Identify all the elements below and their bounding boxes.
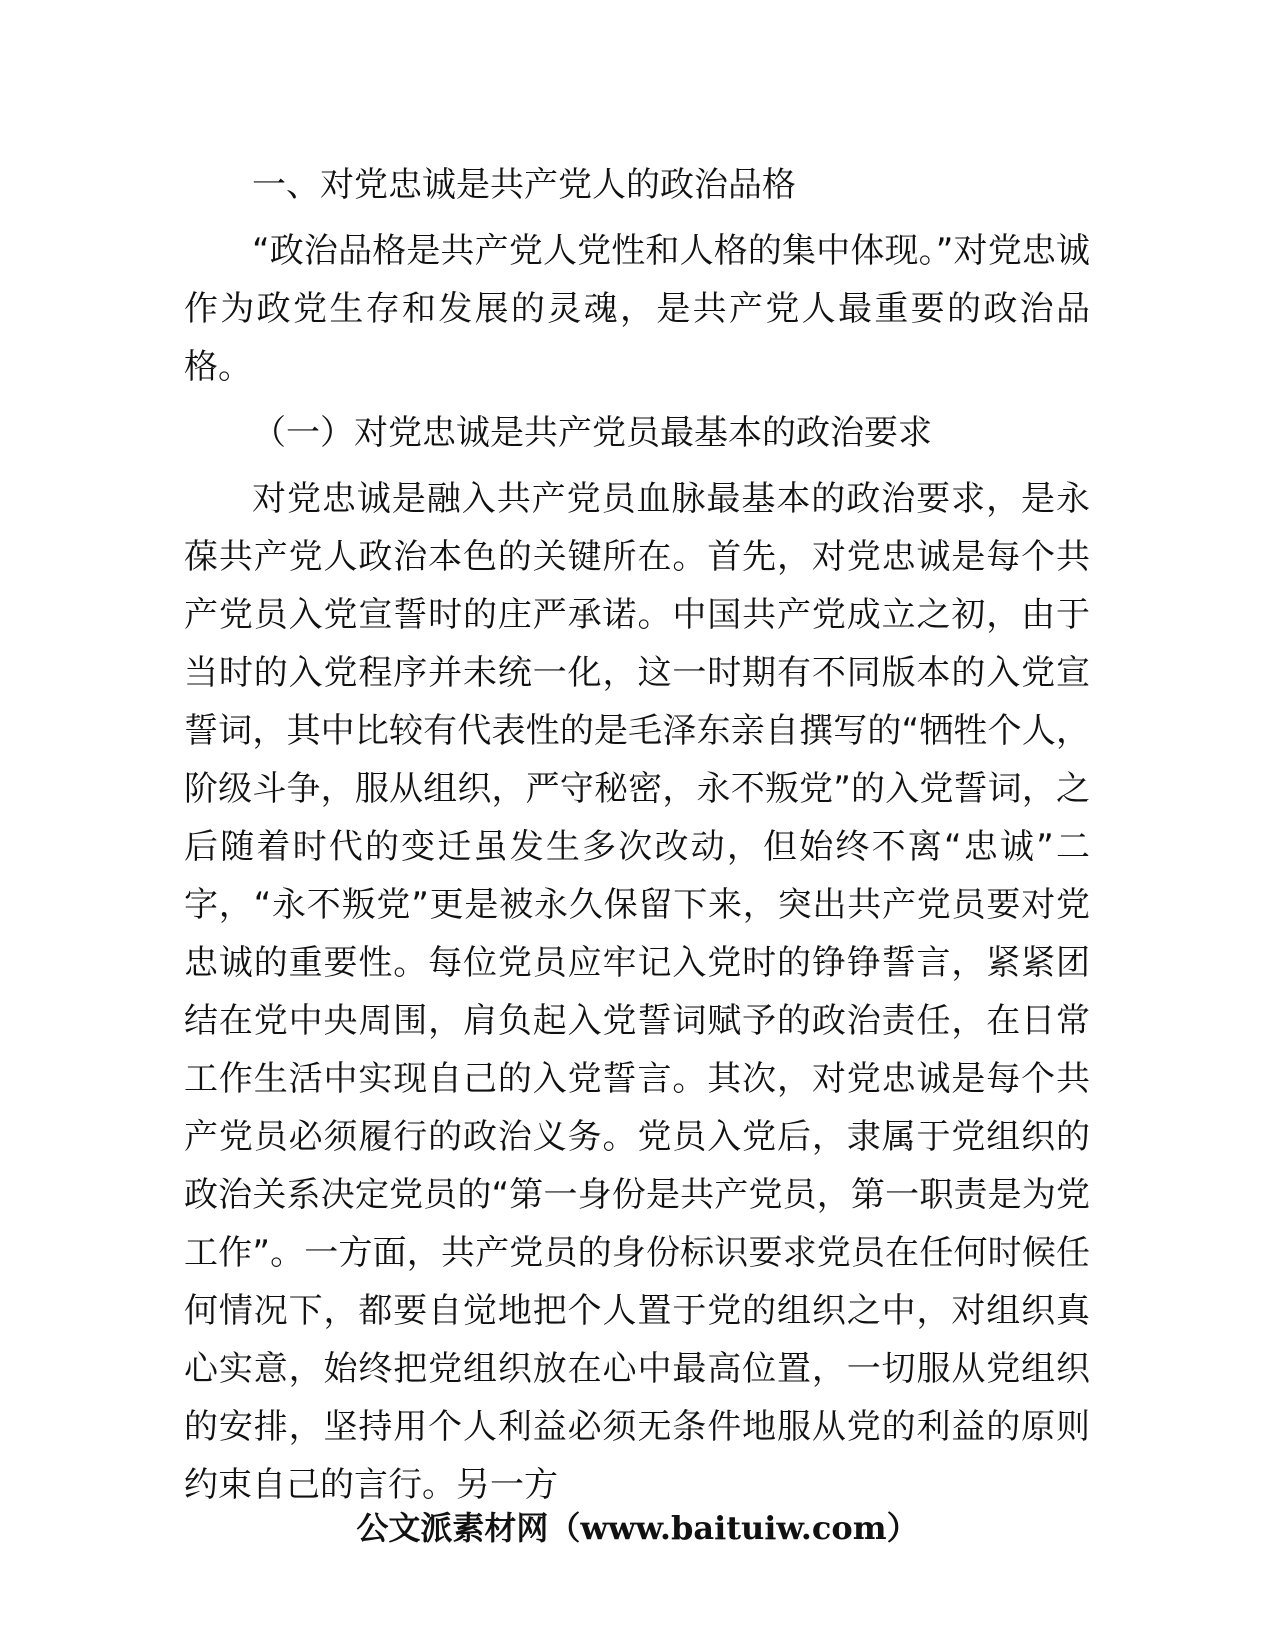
footer-watermark: 公文派素材网（www.baituiw.com） — [356, 1509, 919, 1547]
paragraph-1: “政治品格是共产党人党性和人格的集中体现。”对党忠诚作为政党生存和发展的灵魂，是共产党人最重要的政治品格。 — [184, 231, 1090, 387]
section-heading-2: （一）对党忠诚是共产党员最基本的政治要求 — [252, 413, 932, 453]
document-body — [184, 156, 1090, 1522]
paragraph-2: 对党忠诚是融入共产党员血脉最基本的政治要求，是永葆共产党人政治本色的关键所在。首先，对党忠诚是每个共产党员入党宣誓时的庄严承诺。中国共产党成立之初，由于当时的入党程序并未统一化，这一时期有不同版本的入党宣誓词，其中比较有代表性的是毛泽东亲自撰写的“牺牲个人，阶级斗争，服从组织，严守秘密，永不叛党”的入党誓词，之后随着时代的变迁虽发生多次改动，但始终不离“忠诚”二字，“永不叛党”更是被永久保留下来，突出共产党员要对党忠诚的重要性。每位党员应牢记入党时的铮铮誓言，紧紧团结在党中央周围，肩负起入党誓词赋予的政治责任，在日常工作生活中实现自己的入党誓言。其次，对党忠诚是每个共产党员必须履行的政治义务。党员入党后，隶属于党组织的政治关系决定党员的“第一身份是共产党员，第一职责是为党工作”。一方面，共产党员的身份标识要求党员在任何时候任何情况下，都要自觉地把个人置于党的组织之中，对组织真心实意，始终把党组织放在心中最高位置，一切服从党组织的安排，坚持用个人利益必须无条件地服从党的利益的原则约束自己的言行。另一方 — [184, 479, 1090, 1505]
section-heading-1: 一、对党忠诚是共产党人的政治品格 — [252, 165, 796, 205]
